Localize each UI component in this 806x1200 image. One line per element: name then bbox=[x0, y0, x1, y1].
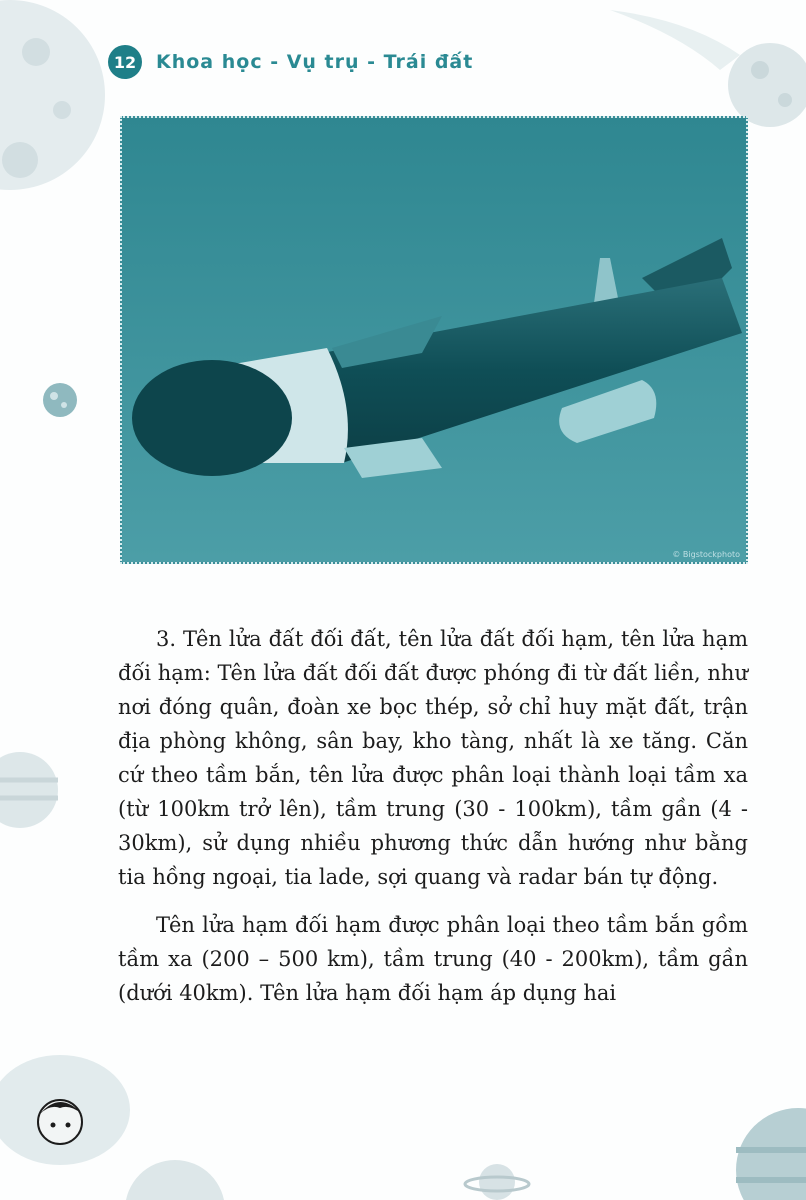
paragraph-missile-types: 3. Tên lửa đất đối đất, tên lửa đất đối hạm, tên lửa hạm đối hạm: Tên lửa đất đối đất được phóng đi từ đất liền, như nơi đóng quân, đoàn xe bọc thép, sở chỉ huy mặt đất, trận địa phòng không, sân bay, kho tàng, nhất là xe tăng. Căn cứ theo tầm bắn, tên lửa được phân loại thành loại tầm xa (từ 100km trở lên), tầm trung (30 - 100km), tầm gần (4 - 30km), sử dụng nhiều phương thức dẫn hướng như bằng tia hồng ngoại, tia lade, sợi quang và radar bán tự động. bbox=[118, 627, 748, 889]
moon-decoration-top-left bbox=[0, 0, 110, 230]
page-header bbox=[108, 44, 473, 80]
planet-decoration-left bbox=[40, 380, 80, 420]
series-title: Khoa học - Vụ trụ - Trái đất bbox=[156, 51, 474, 73]
missile-photo bbox=[120, 116, 748, 564]
missile-illustration bbox=[122, 118, 746, 562]
paragraph-ship-to-ship: Tên lửa hạm đối hạm được phân loại theo tầm bắn gồm tầm xa (200 – 500 km), tầm trung (40 - 200km), tầm gần (dưới 40km). Tên lửa hạm đối hạm áp dụng hai bbox=[118, 913, 748, 1005]
body-text bbox=[118, 622, 748, 1024]
planet-decoration-left-middle bbox=[0, 750, 62, 830]
planet-decoration-bottom-center bbox=[120, 1150, 230, 1200]
ringed-planet-decoration-bottom bbox=[462, 1152, 532, 1200]
rocket-kid-decoration-bottom-left bbox=[0, 1030, 140, 1200]
photo-credit: © Bigstockphoto bbox=[672, 550, 740, 559]
page-number: 12 bbox=[108, 45, 142, 79]
planet-decoration-bottom-right bbox=[730, 1100, 806, 1200]
